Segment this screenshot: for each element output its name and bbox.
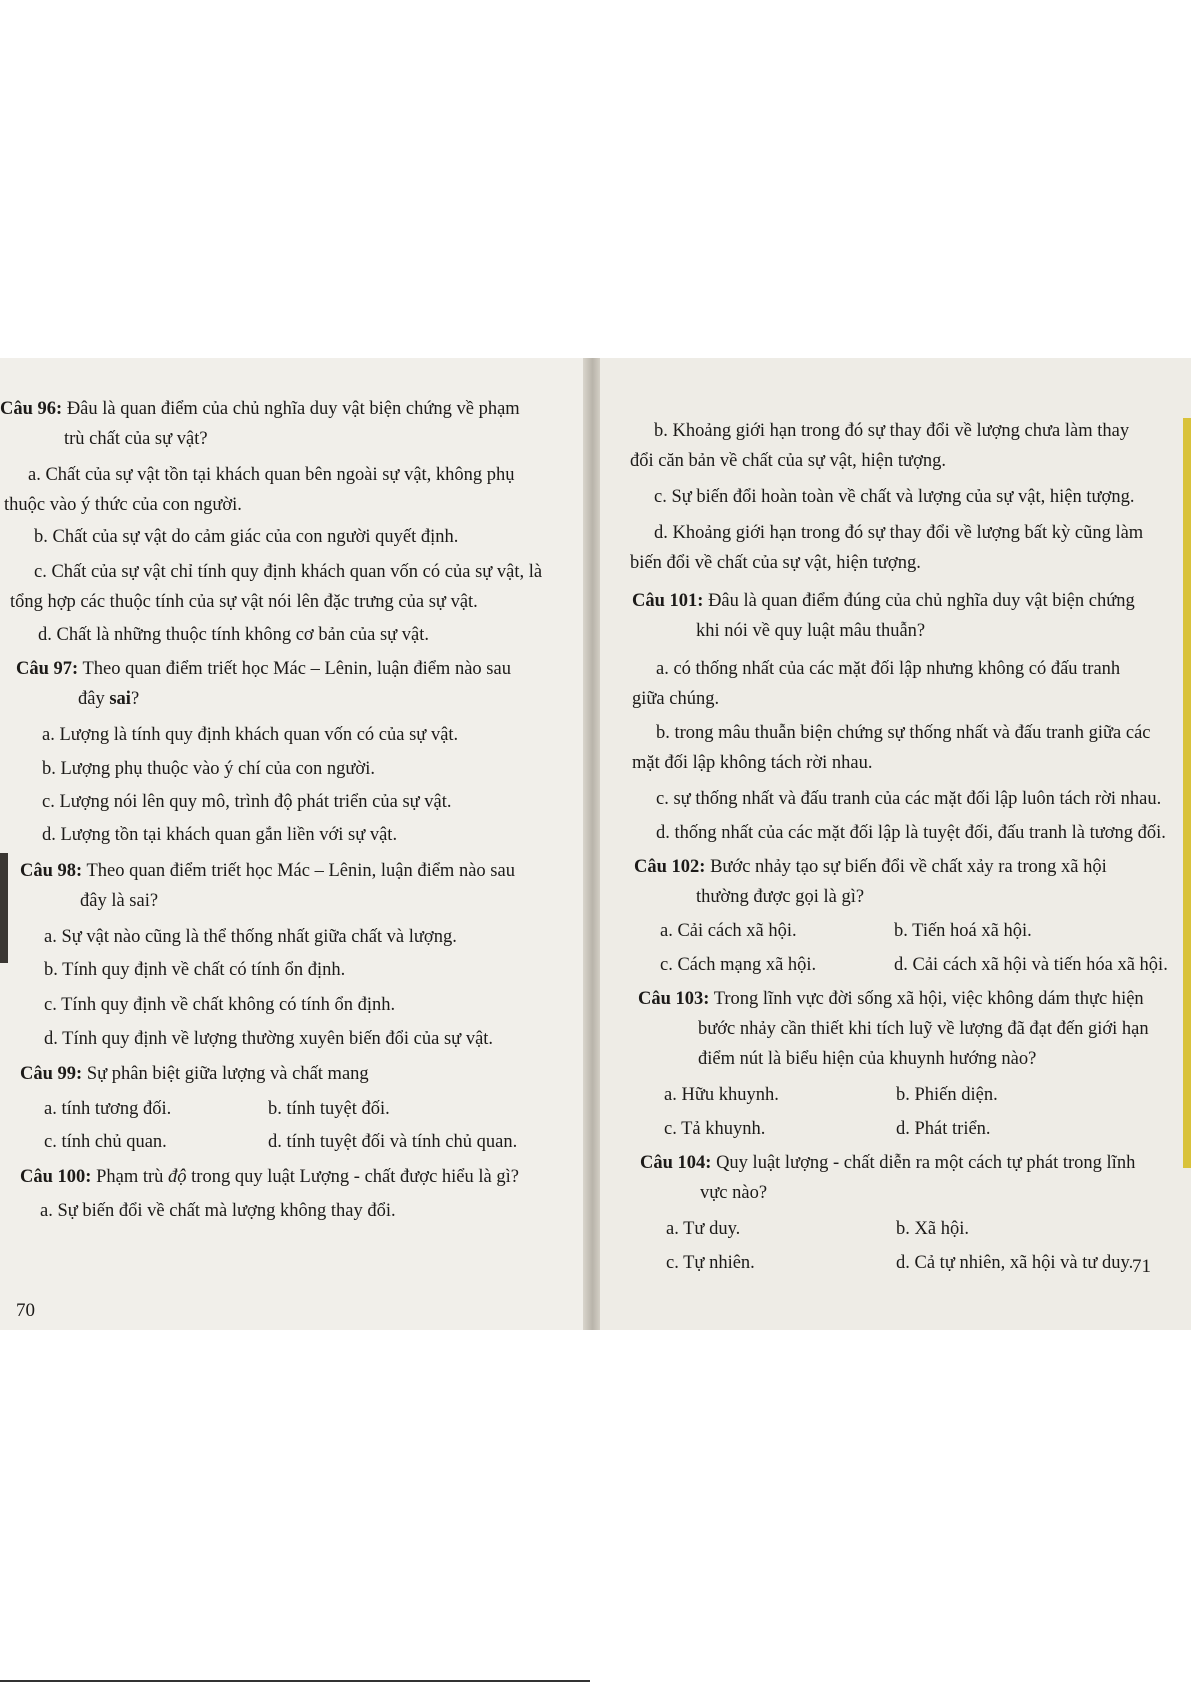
answer-a: a. Lượng là tính quy định khách quan vốn có của sự vật. xyxy=(42,725,459,745)
answer-b: b. tính tuyệt đối. xyxy=(268,1099,390,1119)
question-number: Câu 100: xyxy=(20,1167,92,1187)
question-text: Đâu là quan điểm đúng của chủ nghĩa duy vật biện chứng xyxy=(708,591,1135,611)
answer-a: a. Cải cách xã hội. xyxy=(660,921,797,941)
text-part: đây xyxy=(78,689,110,709)
answer-c: c. Sự biến đổi hoàn toàn về chất và lượng của sự vật, hiện tượng. xyxy=(654,487,1135,507)
question-text: Phạm trù xyxy=(96,1167,169,1187)
answer-a-cont: thuộc vào ý thức của con người. xyxy=(4,495,242,515)
question-number: Câu 96: xyxy=(0,399,63,419)
answer-d: d. Cải cách xã hội và tiến hóa xã hội. xyxy=(894,955,1168,975)
answer-a-cont: giữa chúng. xyxy=(632,689,720,709)
question-97 xyxy=(16,658,511,680)
answer-d: d. Phát triển. xyxy=(896,1119,991,1139)
answer-c: c. Tính quy định về chất không có tính ổn định. xyxy=(44,995,396,1015)
question-98 xyxy=(20,860,515,882)
question-101 xyxy=(632,590,1135,612)
answer-a: a. Hữu khuynh. xyxy=(664,1085,779,1105)
answer-d: d. Lượng tồn tại khách quan gắn liền với sự vật. xyxy=(42,825,398,845)
question-number: Câu 97: xyxy=(16,659,79,679)
question-text: Trong lĩnh vực đời sống xã hội, việc không dám thực hiện xyxy=(713,989,1144,1009)
answer-d: d. Khoảng giới hạn trong đó sự thay đổi về lượng bất kỳ cũng làm xyxy=(654,523,1144,543)
question-text-cont xyxy=(78,688,139,710)
answer-b: b. Tính quy định về chất có tính ổn định. xyxy=(44,960,346,980)
text-part: ? xyxy=(130,689,140,709)
answer-b-cont: đổi căn bản về chất của sự vật, hiện tượng. xyxy=(630,451,946,471)
question-text: trong quy luật Lượng - chất được hiểu là gì? xyxy=(186,1167,519,1187)
page-number: 70 xyxy=(16,1300,35,1321)
question-number: Câu 99: xyxy=(20,1064,83,1084)
question-99 xyxy=(20,1063,369,1085)
question-number: Câu 104: xyxy=(640,1153,712,1173)
book-spread xyxy=(0,358,1191,1330)
answer-c: c. Tả khuynh. xyxy=(664,1119,766,1139)
answer-d: d. Chất là những thuộc tính không cơ bản của sự vật. xyxy=(38,625,430,645)
answer-c: c. Chất của sự vật chỉ tính quy định khách quan vốn có của sự vật, là xyxy=(34,562,543,582)
answer-d-cont: biến đổi về chất của sự vật, hiện tượng. xyxy=(630,553,921,573)
question-text: Quy luật lượng - chất diễn ra một cách tự phát trong lĩnh xyxy=(716,1153,1136,1173)
answer-a: a. Sự biến đổi về chất mà lượng không thay đổi. xyxy=(40,1201,396,1221)
answer-b: b. Chất của sự vật do cảm giác của con người quyết định. xyxy=(34,527,459,547)
question-text: Đâu là quan điểm của chủ nghĩa duy vật biện chứng về phạm xyxy=(66,399,520,419)
answer-a: a. Tư duy. xyxy=(666,1219,741,1239)
right-page xyxy=(600,358,1191,1330)
answer-c: c. tính chủ quan. xyxy=(44,1132,167,1152)
text-emphasis: sai xyxy=(109,689,131,709)
answer-b-cont: mặt đối lập không tách rời nhau. xyxy=(632,753,873,773)
question-100 xyxy=(20,1166,519,1188)
question-term: độ xyxy=(168,1167,187,1187)
answer-d: d. thống nhất của các mặt đối lập là tuyệt đối, đấu tranh là tương đối. xyxy=(656,823,1166,843)
answer-c: c. sự thống nhất và đấu tranh của các mặt đối lập luôn tách rời nhau. xyxy=(656,789,1162,809)
question-number: Câu 102: xyxy=(634,857,706,877)
question-text-cont: thường được gọi là gì? xyxy=(696,887,865,907)
question-number: Câu 101: xyxy=(632,591,704,611)
question-text-cont: bước nhảy cần thiết khi tích luỹ về lượng đã đạt đến giới hạn xyxy=(698,1019,1149,1039)
answer-b: b. Tiến hoá xã hội. xyxy=(894,921,1032,941)
question-104 xyxy=(640,1152,1135,1174)
question-text-cont: khi nói về quy luật mâu thuẫn? xyxy=(696,621,926,641)
answer-b: b. Khoảng giới hạn trong đó sự thay đổi về lượng chưa làm thay xyxy=(654,421,1130,441)
question-text: Bước nhảy tạo sự biến đổi về chất xảy ra trong xã hội xyxy=(710,857,1107,877)
answer-b: b. Lượng phụ thuộc vào ý chí của con người. xyxy=(42,759,375,779)
answer-b: b. Phiến diện. xyxy=(896,1085,998,1105)
question-number: Câu 103: xyxy=(638,989,710,1009)
answer-d: d. Tính quy định về lượng thường xuyên biến đổi của sự vật. xyxy=(44,1029,494,1049)
answer-c-cont: tổng hợp các thuộc tính của sự vật nói lên đặc trưng của sự vật. xyxy=(10,592,478,612)
answer-a: a. Sự vật nào cũng là thể thống nhất giữa chất và lượng. xyxy=(44,927,457,947)
question-text: Theo quan điểm triết học Mác – Lênin, luận điểm nào sau xyxy=(82,659,511,679)
answer-b: b. trong mâu thuẫn biện chứng sự thống nhất và đấu tranh giữa các xyxy=(656,723,1151,743)
question-text-cont: đây là sai? xyxy=(80,891,159,911)
page-number: 71 xyxy=(1132,1256,1151,1277)
answer-c: c. Tự nhiên. xyxy=(666,1253,755,1273)
question-number: Câu 98: xyxy=(20,861,83,881)
answer-d: d. Cả tự nhiên, xã hội và tư duy. xyxy=(896,1253,1134,1273)
question-text: Theo quan điểm triết học Mác – Lênin, luận điểm nào sau xyxy=(86,861,515,881)
question-text-cont: trù chất của sự vật? xyxy=(64,429,208,449)
answer-a: a. có thống nhất của các mặt đối lập nhưng không có đấu tranh xyxy=(656,659,1121,679)
bottom-edge-line xyxy=(0,1680,590,1682)
question-103 xyxy=(638,988,1144,1010)
page-edge-highlight xyxy=(1183,418,1191,1168)
answer-d: d. tính tuyệt đối và tính chủ quan. xyxy=(268,1132,518,1152)
question-96 xyxy=(0,398,520,420)
question-text-cont: điểm nút là biểu hiện của khuynh hướng nào? xyxy=(698,1049,1037,1069)
answer-c: c. Lượng nói lên quy mô, trình độ phát triển của sự vật. xyxy=(42,792,452,812)
answer-c: c. Cách mạng xã hội. xyxy=(660,955,817,975)
answer-b: b. Xã hội. xyxy=(896,1219,969,1239)
left-page xyxy=(0,358,585,1330)
page-edge-shadow xyxy=(0,853,8,963)
answer-a: a. Chất của sự vật tồn tại khách quan bên ngoài sự vật, không phụ xyxy=(28,465,515,485)
answer-a: a. tính tương đối. xyxy=(44,1099,172,1119)
question-text-cont: vực nào? xyxy=(700,1183,768,1203)
question-102 xyxy=(634,856,1107,878)
question-text: Sự phân biệt giữa lượng và chất mang xyxy=(86,1064,369,1084)
